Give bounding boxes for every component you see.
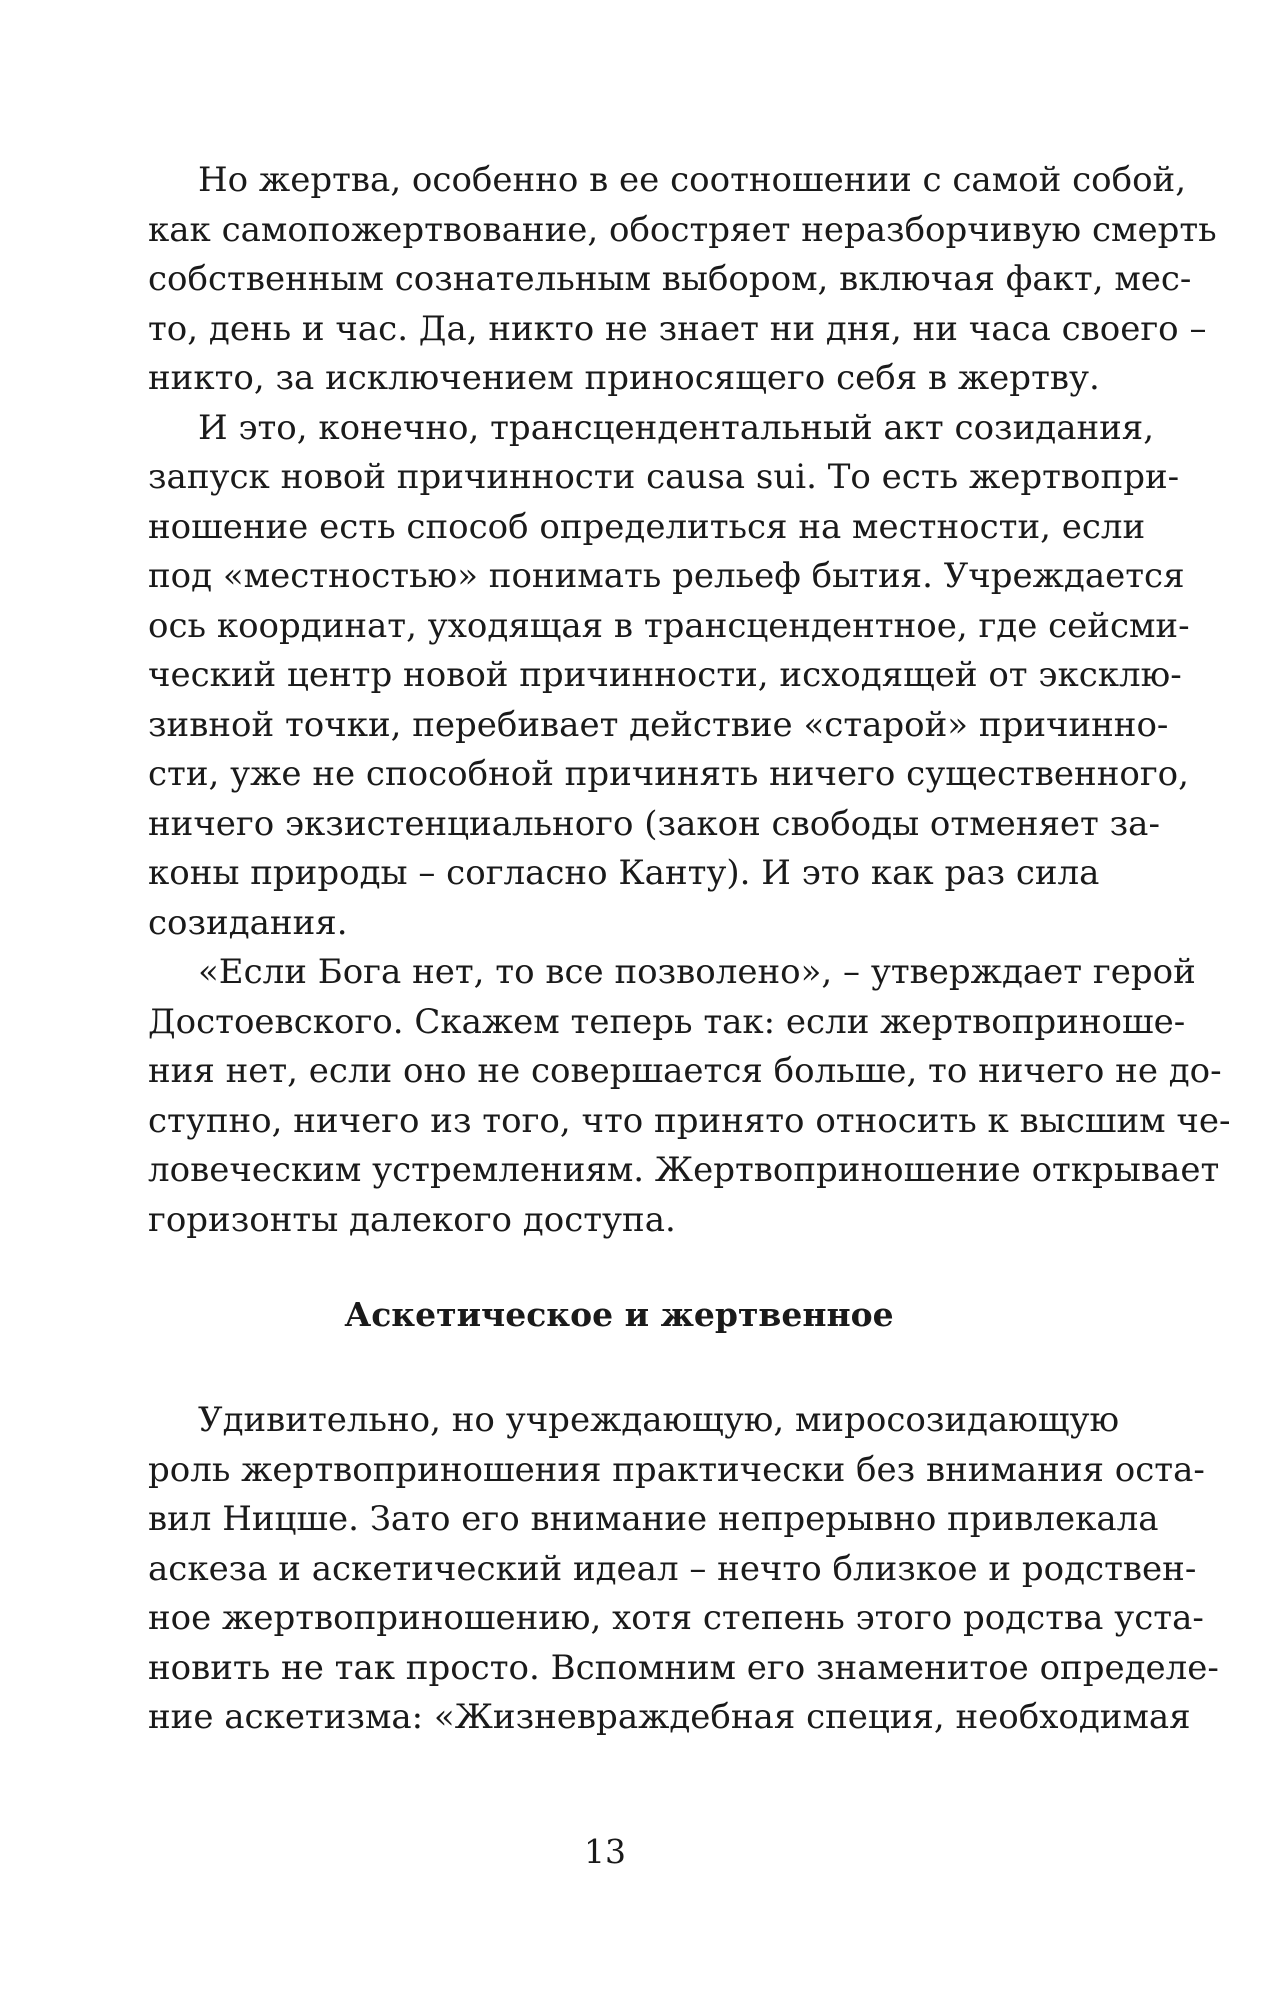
body-text-section-two bbox=[148, 1396, 1219, 1743]
text-line: ловеческим устремлениям. Жертвоприношение открывает bbox=[148, 1150, 1220, 1190]
text-line: горизонты далекого доступа. bbox=[148, 1199, 676, 1240]
text-line: зивной точки, перебивает действие «старой» причинно- bbox=[148, 704, 1169, 745]
text-line: собственным сознательным выбором, включая факт, мес- bbox=[148, 259, 1192, 299]
text-line: новить не так просто. Вспомним его знаменитое определе- bbox=[148, 1647, 1219, 1688]
text-line: аскеза и аскетический идеал – нечто близкое и родствен- bbox=[148, 1548, 1197, 1589]
body-text-section-one bbox=[148, 156, 1231, 1245]
text-line: ное жертвоприношению, хотя степень этого родства уста- bbox=[148, 1598, 1204, 1638]
text-line: то, день и час. Да, никто не знает ни дня, ни часа своего – bbox=[148, 308, 1207, 349]
text-line: И это, конечно, трансцендентальный акт созидания, bbox=[198, 407, 1155, 448]
text-line: «Если Бога нет, то все позволено», – утверждает герой bbox=[198, 952, 1196, 992]
text-line: ступно, ничего из того, что принято относить к высшим че- bbox=[148, 1100, 1231, 1141]
text-line: созидания. bbox=[148, 902, 348, 943]
text-line: Но жертва, особенно в ее соотношении с самой собой, bbox=[198, 160, 1187, 200]
text-line: как самопожертвование, обостряет неразборчивую смерть bbox=[148, 209, 1217, 250]
text-line: никто, за исключением приносящего себя в жертву. bbox=[148, 358, 1100, 398]
text-line: под «местностью» понимать рельеф бытия. Учреждается bbox=[148, 556, 1185, 596]
text-line: ношение есть способ определиться на местности, если bbox=[148, 506, 1146, 547]
text-line: ничего экзистенциального (закон свободы отменяет за- bbox=[148, 803, 1160, 844]
page-number: 13 bbox=[584, 1832, 626, 1871]
text-line: Достоевского. Скажем теперь так: если жертвоприноше- bbox=[148, 1001, 1186, 1042]
section-heading: Аскетическое и жертвенное bbox=[344, 1295, 894, 1334]
text-line: сти, уже не способной причинять ничего существенного, bbox=[148, 754, 1189, 794]
text-line: запуск новой причинности causa sui. То есть жертвопри- bbox=[148, 457, 1180, 497]
text-line: ния нет, если оно не совершается больше, то ничего не до- bbox=[148, 1051, 1222, 1091]
text-line: коны природы – согласно Канту). И это как раз сила bbox=[148, 853, 1100, 893]
text-line: вил Ницше. Зато его внимание непрерывно привлекала bbox=[148, 1499, 1159, 1539]
text-line: Удивительно, но учреждающую, миросозидающую bbox=[198, 1400, 1120, 1440]
text-line: роль жертвоприношения практически без внимания оста- bbox=[148, 1449, 1205, 1490]
text-line: ческий центр новой причинности, исходящей от эксклю- bbox=[148, 655, 1182, 695]
text-line: ось координат, уходящая в трансцендентное, где сейсми- bbox=[148, 605, 1190, 646]
text-line: ние аскетизма: «Жизневраждебная специя, необходимая bbox=[148, 1697, 1191, 1737]
